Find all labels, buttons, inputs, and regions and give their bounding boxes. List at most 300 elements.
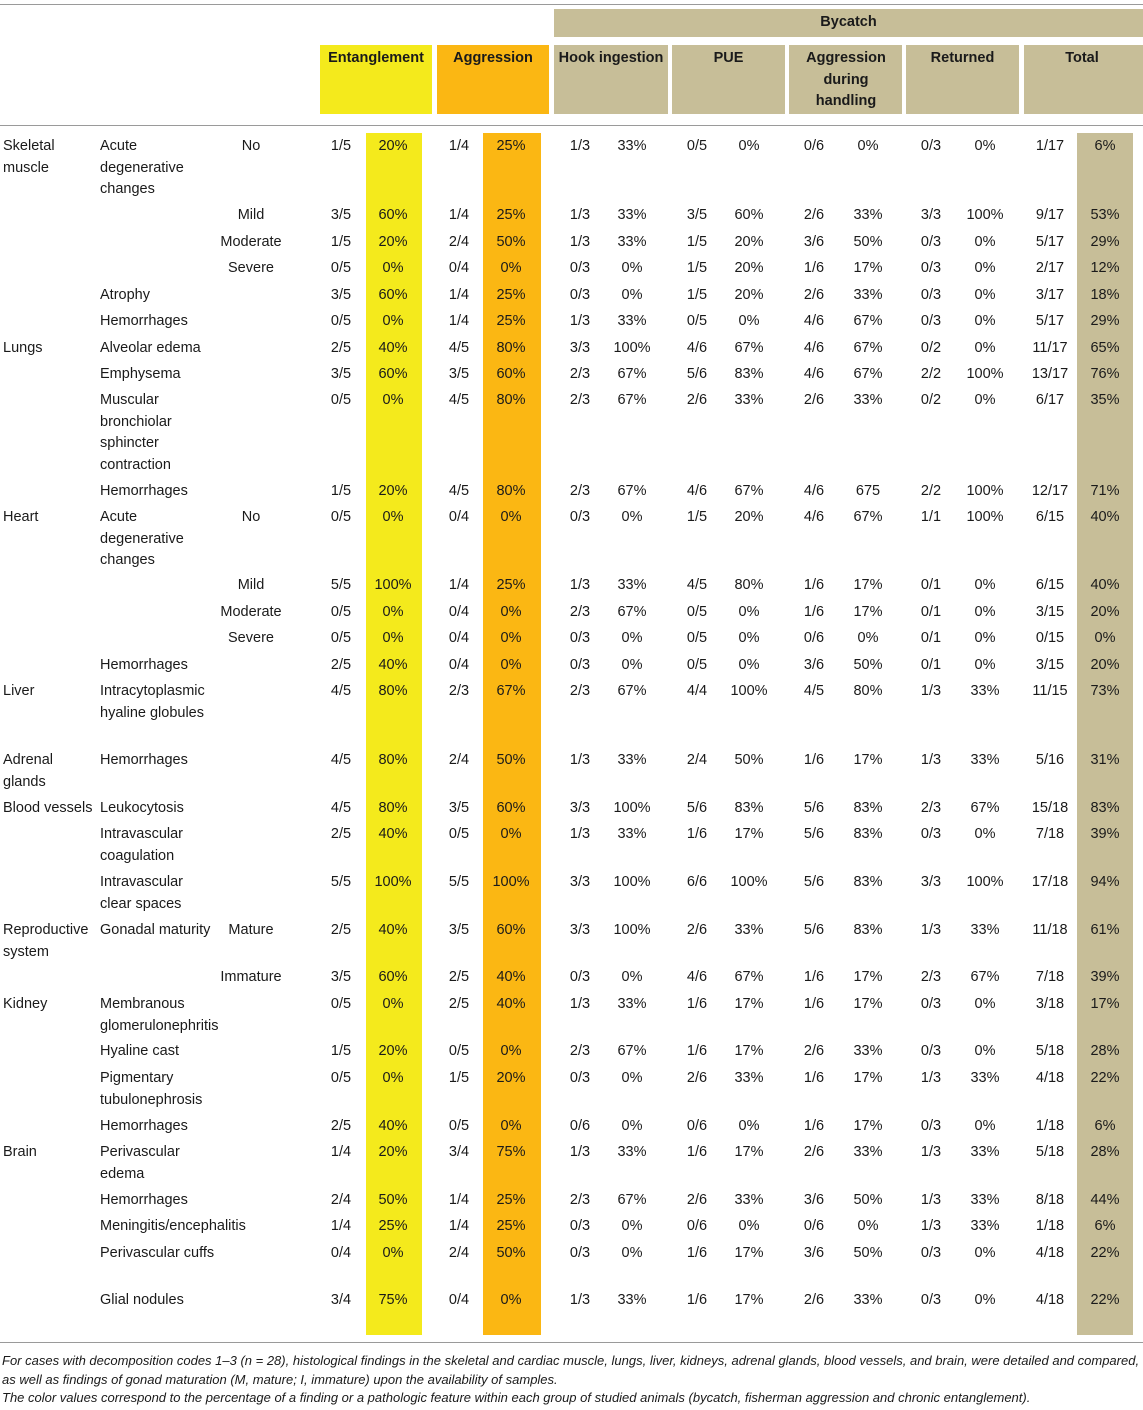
- returned-count-cell: 0/3: [920, 260, 942, 276]
- total-pct-cell: 65%: [1090, 340, 1120, 356]
- grade-cell: No: [241, 509, 261, 525]
- hook-ingestion-pct-cell: 100%: [613, 874, 651, 890]
- returned-count-cell: 1/3: [920, 1144, 942, 1160]
- aggression-count-cell: 2/5: [448, 996, 470, 1012]
- pue-pct-cell: 0%: [738, 657, 760, 673]
- grade-cell: Mild: [237, 577, 265, 593]
- pue-pct-cell: 83%: [734, 800, 764, 816]
- pue-pct-cell: 33%: [734, 1070, 764, 1086]
- hook-ingestion-count-cell: 1/3: [569, 752, 591, 768]
- entanglement-count-cell: 0/4: [330, 1245, 352, 1261]
- entanglement-count-cell: 0/5: [330, 313, 352, 329]
- total-count-cell: 5/17: [1035, 234, 1065, 250]
- total-pct-cell: 6%: [1094, 1118, 1116, 1134]
- aggression-handling-pct-cell: 67%: [853, 340, 883, 356]
- entanglement-count-cell: 0/5: [330, 509, 352, 525]
- pue-count-cell: 3/5: [686, 207, 708, 223]
- aggression-handling-pct-cell: 17%: [853, 604, 883, 620]
- entanglement-pct-cell: 20%: [378, 483, 408, 499]
- aggression-handling-pct-cell: 83%: [853, 826, 883, 842]
- hook-ingestion-count-cell: 0/3: [569, 260, 591, 276]
- entanglement-pct-cell: 20%: [378, 1144, 408, 1160]
- returned-count-cell: 2/3: [920, 969, 942, 985]
- pue-count-cell: 0/5: [686, 138, 708, 154]
- pue-count-cell: 2/6: [686, 1192, 708, 1208]
- returned-pct-cell: 0%: [974, 630, 996, 646]
- aggression-handling-count-cell: 2/6: [803, 1043, 825, 1059]
- entanglement-pct-cell: 80%: [378, 752, 408, 768]
- aggression-count-cell: 0/4: [448, 630, 470, 646]
- aggression-count-cell: 1/5: [448, 1070, 470, 1086]
- total-count-cell: 2/17: [1035, 260, 1065, 276]
- entanglement-count-cell: 2/5: [330, 1118, 352, 1134]
- returned-count-cell: 0/3: [920, 1292, 942, 1308]
- organ-cell: Adrenal glands: [3, 752, 53, 790]
- entanglement-count-cell: 0/5: [330, 604, 352, 620]
- aggression-handling-pct-cell: 83%: [853, 800, 883, 816]
- aggression-pct-cell: 0%: [500, 260, 522, 276]
- hook-ingestion-count-cell: 0/6: [569, 1118, 591, 1134]
- total-pct-cell: 71%: [1090, 483, 1120, 499]
- returned-count-cell: 1/3: [920, 683, 942, 699]
- pue-pct-cell: 33%: [734, 922, 764, 938]
- grade-cell: No: [241, 138, 261, 154]
- pue-count-cell: 4/6: [686, 483, 708, 499]
- hook-ingestion-count-cell: 2/3: [569, 1192, 591, 1208]
- hook-ingestion-pct-cell: 33%: [617, 996, 647, 1012]
- returned-pct-cell: 0%: [974, 1292, 996, 1308]
- aggression-count-cell: 1/4: [448, 1218, 470, 1234]
- entanglement-count-cell: 0/5: [330, 1070, 352, 1086]
- bycatch-header: Bycatch: [820, 14, 877, 30]
- aggression-count-cell: 0/4: [448, 657, 470, 673]
- entanglement-count-cell: 1/4: [330, 1144, 352, 1160]
- aggression-count-cell: 2/4: [448, 234, 470, 250]
- total-count-cell: 15/18: [1031, 800, 1069, 816]
- aggression-count-cell: 0/4: [448, 1292, 470, 1308]
- aggression-pct-cell: 25%: [496, 207, 526, 223]
- entanglement-pct-cell: 0%: [382, 996, 404, 1012]
- aggression-pct-cell: 25%: [496, 138, 526, 154]
- pue-count-cell: 2/6: [686, 1070, 708, 1086]
- aggression-pct-cell: 80%: [496, 392, 526, 408]
- finding-cell: Pigmentary tubulonephrosis: [100, 1070, 203, 1108]
- pue-count-cell: 6/6: [686, 874, 708, 890]
- entanglement-pct-cell: 0%: [382, 1245, 404, 1261]
- aggression-handling-pct-cell: 50%: [853, 1245, 883, 1261]
- aggression-handling-count-cell: 3/6: [803, 1245, 825, 1261]
- hook-ingestion-pct-cell: 100%: [613, 800, 651, 816]
- finding-cell: Acute degenerative changes: [100, 509, 184, 568]
- hook-ingestion-pct-cell: 33%: [617, 577, 647, 593]
- aggression-handling-count-cell: 0/6: [803, 1218, 825, 1234]
- aggression-pct-cell: 60%: [496, 800, 526, 816]
- finding-cell: Muscular bronchiolar sphincter contraction: [100, 392, 172, 473]
- hook-ingestion-count-cell: 0/3: [569, 657, 591, 673]
- pue-count-cell: 0/5: [686, 604, 708, 620]
- finding-cell: Perivascular cuffs: [100, 1245, 215, 1261]
- aggression-handling-count-cell: 1/6: [803, 752, 825, 768]
- total-count-cell: 6/15: [1035, 577, 1065, 593]
- finding-cell: Intracytoplasmic hyaline globules: [100, 683, 205, 721]
- hook-ingestion-pct-cell: 0%: [621, 657, 643, 673]
- entanglement-pct-cell: 100%: [374, 874, 412, 890]
- total-pct-cell: 83%: [1090, 800, 1120, 816]
- hook-ingestion-pct-cell: 67%: [617, 604, 647, 620]
- aggression-handling-count-cell: 4/6: [803, 313, 825, 329]
- aggression-handling-pct-cell: 50%: [853, 657, 883, 673]
- aggression-handling-pct-cell: 67%: [853, 509, 883, 525]
- total-pct-cell: 20%: [1090, 604, 1120, 620]
- aggression-handling-pct-cell: 80%: [853, 683, 883, 699]
- aggression-pct-cell: 50%: [496, 234, 526, 250]
- returned-pct-cell: 33%: [970, 752, 1000, 768]
- aggression-handling-pct-cell: 33%: [853, 1144, 883, 1160]
- finding-cell: Leukocytosis: [100, 800, 184, 816]
- aggression-header: Aggression: [453, 50, 533, 66]
- aggression-handling-pct-cell: 50%: [853, 234, 883, 250]
- aggression-pct-cell: 0%: [500, 1292, 522, 1308]
- pue-count-cell: 0/6: [686, 1218, 708, 1234]
- aggression-handling-pct-cell: 33%: [853, 287, 883, 303]
- aggression-handling-pct-cell: 0%: [857, 1218, 879, 1234]
- hook-ingestion-pct-cell: 33%: [617, 752, 647, 768]
- hook-ingestion-count-cell: 2/3: [569, 683, 591, 699]
- pue-pct-cell: 33%: [734, 1192, 764, 1208]
- hook-ingestion-header: Hook ingestion: [558, 50, 664, 66]
- hook-ingestion-count-cell: 0/3: [569, 1245, 591, 1261]
- returned-pct-cell: 0%: [974, 138, 996, 154]
- aggression-handling-pct-cell: 67%: [853, 366, 883, 382]
- hook-ingestion-pct-cell: 0%: [621, 509, 643, 525]
- total-count-cell: 5/16: [1035, 752, 1065, 768]
- total-count-cell: 1/17: [1035, 138, 1065, 154]
- aggression-handling-count-cell: 3/6: [803, 234, 825, 250]
- total-pct-cell: 40%: [1090, 577, 1120, 593]
- aggression-pct-cell: 60%: [496, 366, 526, 382]
- hook-ingestion-count-cell: 0/3: [569, 1070, 591, 1086]
- pue-pct-cell: 17%: [734, 996, 764, 1012]
- aggression-pct-cell: 67%: [496, 683, 526, 699]
- hook-ingestion-pct-cell: 100%: [613, 922, 651, 938]
- aggression-pct-cell: 0%: [500, 657, 522, 673]
- aggression-pct-cell: 25%: [496, 1192, 526, 1208]
- finding-cell: Atrophy: [100, 287, 150, 303]
- hook-ingestion-pct-cell: 0%: [621, 630, 643, 646]
- total-pct-cell: 44%: [1090, 1192, 1120, 1208]
- returned-pct-cell: 0%: [974, 1043, 996, 1059]
- organ-cell: Liver: [3, 683, 35, 699]
- total-count-cell: 17/18: [1031, 874, 1069, 890]
- pue-count-cell: 1/6: [686, 1245, 708, 1261]
- pue-count-cell: 0/5: [686, 657, 708, 673]
- total-pct-cell: 18%: [1090, 287, 1120, 303]
- aggression-count-cell: 2/4: [448, 752, 470, 768]
- entanglement-pct-cell: 0%: [382, 1070, 404, 1086]
- aggression-pct-cell: 80%: [496, 340, 526, 356]
- pue-pct-cell: 0%: [738, 630, 760, 646]
- returned-pct-cell: 0%: [974, 577, 996, 593]
- pue-count-cell: 1/5: [686, 234, 708, 250]
- returned-pct-cell: 0%: [974, 287, 996, 303]
- returned-count-cell: 0/1: [920, 630, 942, 646]
- hook-ingestion-pct-cell: 67%: [617, 392, 647, 408]
- aggression-handling-count-cell: 2/6: [803, 287, 825, 303]
- pue-count-cell: 0/6: [686, 1118, 708, 1134]
- total-pct-cell: 31%: [1090, 752, 1120, 768]
- aggression-handling-count-cell: 1/6: [803, 1070, 825, 1086]
- entanglement-count-cell: 4/5: [330, 683, 352, 699]
- pue-count-cell: 4/5: [686, 577, 708, 593]
- hook-ingestion-count-cell: 2/3: [569, 392, 591, 408]
- aggression-handling-count-cell: 1/6: [803, 577, 825, 593]
- total-pct-cell: 20%: [1090, 657, 1120, 673]
- aggression-pct-cell: 25%: [496, 313, 526, 329]
- total-count-cell: 12/17: [1031, 483, 1069, 499]
- hook-ingestion-count-cell: 3/3: [569, 922, 591, 938]
- aggression-handling-count-cell: 0/6: [803, 630, 825, 646]
- entanglement-pct-cell: 60%: [378, 969, 408, 985]
- finding-cell: Membranous glomerulonephritis: [100, 996, 219, 1034]
- returned-pct-cell: 100%: [966, 483, 1004, 499]
- pue-count-cell: 0/5: [686, 313, 708, 329]
- entanglement-count-cell: 2/5: [330, 826, 352, 842]
- hook-ingestion-count-cell: 0/3: [569, 1218, 591, 1234]
- hook-ingestion-pct-cell: 33%: [617, 1292, 647, 1308]
- finding-cell: Hemorrhages: [100, 752, 188, 768]
- returned-pct-cell: 0%: [974, 996, 996, 1012]
- aggression-count-cell: 1/4: [448, 287, 470, 303]
- entanglement-pct-cell: 60%: [378, 366, 408, 382]
- pue-pct-cell: 20%: [734, 260, 764, 276]
- hook-ingestion-count-cell: 1/3: [569, 234, 591, 250]
- hook-ingestion-pct-cell: 67%: [617, 683, 647, 699]
- organ-cell: Blood vessels: [3, 800, 93, 816]
- pue-pct-cell: 17%: [734, 1292, 764, 1308]
- finding-cell: Hemorrhages: [100, 1118, 188, 1134]
- returned-count-cell: 1/3: [920, 922, 942, 938]
- hook-ingestion-count-cell: 1/3: [569, 1292, 591, 1308]
- entanglement-count-cell: 3/5: [330, 366, 352, 382]
- pue-header: PUE: [713, 50, 744, 66]
- aggression-pct-cell: 25%: [496, 1218, 526, 1234]
- total-pct-cell: 39%: [1090, 969, 1120, 985]
- hook-ingestion-pct-cell: 0%: [621, 1070, 643, 1086]
- aggression-count-cell: 3/5: [448, 800, 470, 816]
- entanglement-pct-cell: 100%: [374, 577, 412, 593]
- pue-count-cell: 2/4: [686, 752, 708, 768]
- grade-cell: Severe: [228, 260, 274, 276]
- returned-count-cell: 0/1: [920, 604, 942, 620]
- aggression-handling-count-cell: 4/6: [803, 483, 825, 499]
- entanglement-count-cell: 2/4: [330, 1192, 352, 1208]
- table-top-rule: [0, 4, 1143, 5]
- finding-cell: Acute degenerative changes: [100, 138, 184, 197]
- entanglement-pct-cell: 40%: [378, 1118, 408, 1134]
- hook-ingestion-pct-cell: 33%: [617, 313, 647, 329]
- aggression-handling-pct-cell: 17%: [853, 577, 883, 593]
- aggression-handling-count-cell: 5/6: [803, 874, 825, 890]
- entanglement-pct-cell: 60%: [378, 207, 408, 223]
- returned-count-cell: 0/3: [920, 234, 942, 250]
- total-pct-cell: 28%: [1090, 1043, 1120, 1059]
- hook-ingestion-pct-cell: 33%: [617, 207, 647, 223]
- entanglement-pct-cell: 0%: [382, 313, 404, 329]
- returned-count-cell: 2/3: [920, 800, 942, 816]
- pue-count-cell: 1/6: [686, 1292, 708, 1308]
- pue-pct-cell: 83%: [734, 366, 764, 382]
- aggression-handling-count-cell: 5/6: [803, 922, 825, 938]
- returned-pct-cell: 0%: [974, 392, 996, 408]
- returned-count-cell: 0/3: [920, 826, 942, 842]
- entanglement-count-cell: 3/5: [330, 969, 352, 985]
- table-footnote: [2, 1352, 1143, 1408]
- entanglement-count-cell: 4/5: [330, 800, 352, 816]
- total-count-cell: 3/15: [1035, 657, 1065, 673]
- aggression-handling-count-cell: 3/6: [803, 1192, 825, 1208]
- returned-count-cell: 1/3: [920, 1070, 942, 1086]
- pue-pct-cell: 17%: [734, 1245, 764, 1261]
- hook-ingestion-count-cell: 0/3: [569, 287, 591, 303]
- pue-count-cell: 1/5: [686, 287, 708, 303]
- returned-pct-cell: 0%: [974, 604, 996, 620]
- aggression-handling-pct-cell: 50%: [853, 1192, 883, 1208]
- aggression-handling-count-cell: 5/6: [803, 800, 825, 816]
- total-pct-cell: 29%: [1090, 313, 1120, 329]
- aggression-handling-count-cell: 5/6: [803, 826, 825, 842]
- total-count-cell: 4/18: [1035, 1070, 1065, 1086]
- entanglement-count-cell: 3/4: [330, 1292, 352, 1308]
- hook-ingestion-pct-cell: 0%: [621, 260, 643, 276]
- pue-count-cell: 5/6: [686, 800, 708, 816]
- aggression-handling-header: Aggression during handling: [806, 50, 886, 109]
- entanglement-pct-cell: 0%: [382, 392, 404, 408]
- hook-ingestion-count-cell: 1/3: [569, 313, 591, 329]
- entanglement-pct-cell: 20%: [378, 138, 408, 154]
- returned-count-cell: 0/3: [920, 1118, 942, 1134]
- grade-cell: Moderate: [220, 604, 282, 620]
- total-count-cell: 8/18: [1035, 1192, 1065, 1208]
- aggression-pct-cell: 40%: [496, 996, 526, 1012]
- hook-ingestion-pct-cell: 0%: [621, 1245, 643, 1261]
- aggression-handling-count-cell: 1/6: [803, 260, 825, 276]
- total-pct-cell: 39%: [1090, 826, 1120, 842]
- aggression-handling-pct-cell: 17%: [853, 260, 883, 276]
- finding-cell: Hyaline cast: [100, 1043, 179, 1059]
- pue-count-cell: 1/6: [686, 826, 708, 842]
- entanglement-pct-cell: 0%: [382, 260, 404, 276]
- finding-cell: Hemorrhages: [100, 483, 188, 499]
- total-pct-cell: 22%: [1090, 1245, 1120, 1261]
- pue-count-cell: 4/4: [686, 683, 708, 699]
- hook-ingestion-count-cell: 1/3: [569, 826, 591, 842]
- hook-ingestion-pct-cell: 0%: [621, 1118, 643, 1134]
- aggression-handling-count-cell: 4/6: [803, 366, 825, 382]
- hook-ingestion-pct-cell: 67%: [617, 1192, 647, 1208]
- entanglement-pct-cell: 50%: [378, 1192, 408, 1208]
- total-pct-cell: 6%: [1094, 138, 1116, 154]
- total-count-cell: 3/15: [1035, 604, 1065, 620]
- entanglement-count-cell: 5/5: [330, 577, 352, 593]
- aggression-count-cell: 4/5: [448, 340, 470, 356]
- returned-pct-cell: 0%: [974, 826, 996, 842]
- hook-ingestion-pct-cell: 33%: [617, 826, 647, 842]
- organ-cell: Brain: [3, 1144, 37, 1160]
- hook-ingestion-pct-cell: 33%: [617, 234, 647, 250]
- aggression-count-cell: 3/5: [448, 366, 470, 382]
- grade-cell: Immature: [220, 969, 282, 985]
- finding-cell: Hemorrhages: [100, 1192, 188, 1208]
- aggression-handling-pct-cell: 17%: [853, 996, 883, 1012]
- pue-count-cell: 0/5: [686, 630, 708, 646]
- finding-cell: Intravascular clear spaces: [100, 874, 184, 912]
- aggression-count-cell: 2/3: [448, 683, 470, 699]
- aggression-count-cell: 0/4: [448, 604, 470, 620]
- hook-ingestion-pct-cell: 67%: [617, 366, 647, 382]
- pue-count-cell: 1/5: [686, 260, 708, 276]
- aggression-pct-cell: 60%: [496, 922, 526, 938]
- returned-pct-cell: 33%: [970, 1192, 1000, 1208]
- entanglement-count-cell: 1/5: [330, 1043, 352, 1059]
- aggression-pct-cell: 25%: [496, 287, 526, 303]
- entanglement-count-cell: 4/5: [330, 752, 352, 768]
- total-count-cell: 6/15: [1035, 509, 1065, 525]
- returned-count-cell: 0/2: [920, 392, 942, 408]
- hook-ingestion-pct-cell: 0%: [621, 969, 643, 985]
- aggression-handling-pct-cell: 33%: [853, 1043, 883, 1059]
- hook-ingestion-pct-cell: 100%: [613, 340, 651, 356]
- pue-pct-cell: 17%: [734, 1144, 764, 1160]
- returned-count-cell: 1/3: [920, 752, 942, 768]
- pue-pct-cell: 20%: [734, 287, 764, 303]
- aggression-pct-cell: 0%: [500, 604, 522, 620]
- returned-count-cell: 0/3: [920, 1245, 942, 1261]
- returned-pct-cell: 0%: [974, 1245, 996, 1261]
- total-count-cell: 7/18: [1035, 826, 1065, 842]
- aggression-handling-count-cell: 4/6: [803, 509, 825, 525]
- entanglement-count-cell: 0/5: [330, 630, 352, 646]
- total-count-cell: 11/15: [1032, 683, 1068, 699]
- aggression-pct-cell: 80%: [496, 483, 526, 499]
- finding-cell: Emphysema: [100, 366, 181, 382]
- pue-count-cell: 4/6: [686, 340, 708, 356]
- aggression-handling-count-cell: 2/6: [803, 392, 825, 408]
- pue-count-cell: 1/6: [686, 1144, 708, 1160]
- total-count-cell: 11/17: [1032, 340, 1068, 356]
- organ-cell: Skeletal muscle: [3, 138, 55, 176]
- entanglement-pct-cell: 0%: [382, 509, 404, 525]
- total-pct-cell: 12%: [1090, 260, 1120, 276]
- header-bottom-rule: [0, 125, 1143, 126]
- pue-count-cell: 2/6: [686, 392, 708, 408]
- pue-pct-cell: 17%: [734, 826, 764, 842]
- aggression-handling-count-cell: 0/6: [803, 138, 825, 154]
- organ-cell: Lungs: [3, 340, 43, 356]
- grade-cell: Mature: [228, 922, 274, 938]
- returned-pct-cell: 100%: [966, 874, 1004, 890]
- total-count-cell: 5/17: [1035, 313, 1065, 329]
- entanglement-count-cell: 1/5: [330, 138, 352, 154]
- returned-count-cell: 2/2: [920, 366, 942, 382]
- total-count-cell: 7/18: [1035, 969, 1065, 985]
- pue-count-cell: 4/6: [686, 969, 708, 985]
- finding-cell: Hemorrhages: [100, 657, 188, 673]
- total-pct-cell: 28%: [1090, 1144, 1120, 1160]
- total-count-cell: 5/18: [1035, 1144, 1065, 1160]
- total-count-cell: 6/17: [1035, 392, 1065, 408]
- aggression-count-cell: 0/5: [448, 826, 470, 842]
- aggression-count-cell: 1/4: [448, 207, 470, 223]
